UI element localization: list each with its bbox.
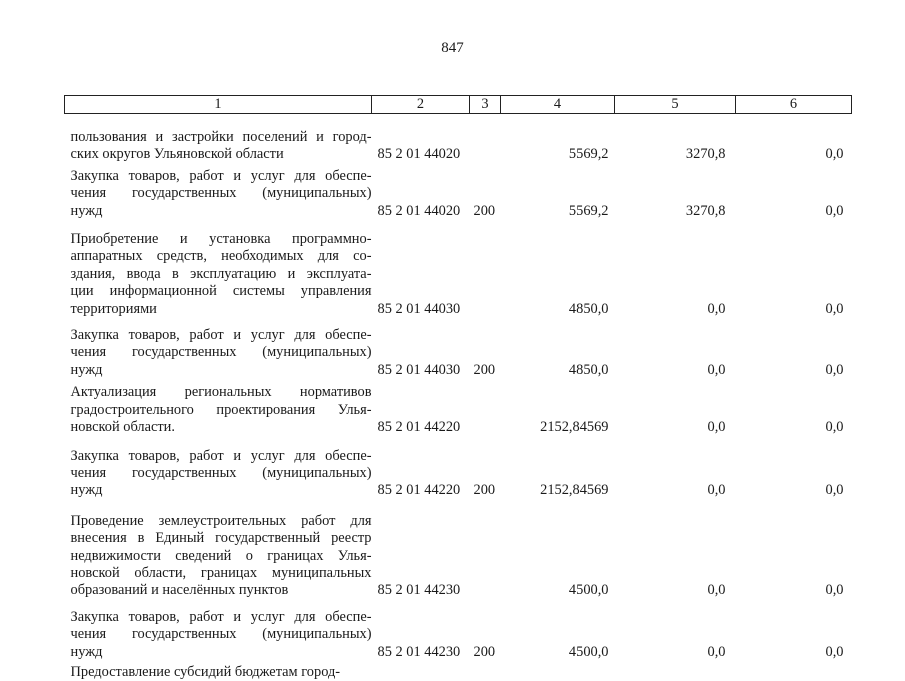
- row-type: [470, 114, 501, 164]
- row-value-6: 0,0: [736, 220, 852, 318]
- row-value-4: 5569,2: [501, 114, 615, 164]
- row-value-4: 4500,0: [501, 500, 615, 600]
- row-type: 200: [470, 600, 501, 661]
- row-value-5: 0,0: [615, 437, 736, 500]
- row-description: [65, 220, 372, 318]
- description-line: чения государственных (муниципальных): [71, 465, 372, 482]
- row-value-6: 0,0: [736, 114, 852, 164]
- row-description: [65, 114, 372, 164]
- table-row: [65, 437, 852, 500]
- row-value-6: 0,0: [736, 500, 852, 600]
- description-line: новской области.: [71, 419, 372, 436]
- description-line: нужд: [71, 644, 372, 661]
- row-description: [65, 600, 372, 661]
- header-col-3: 3: [470, 96, 501, 114]
- row-value-5: 0,0: [615, 600, 736, 661]
- row-type: [470, 661, 501, 681]
- budget-table: [64, 95, 852, 681]
- row-description: [65, 318, 372, 379]
- row-code: 85 2 01 44230: [372, 500, 470, 600]
- description-line: нужд: [71, 482, 372, 499]
- row-value-4: [501, 661, 615, 681]
- row-code: 85 2 01 44230: [372, 600, 470, 661]
- row-type: 200: [470, 437, 501, 500]
- header-col-2: 2: [372, 96, 470, 114]
- table-row: [65, 318, 852, 379]
- description-line: ских округов Ульяновской области: [71, 146, 372, 163]
- description-line: пользования и застройки поселений и город-: [71, 129, 372, 146]
- row-description: [65, 661, 372, 681]
- row-type: 200: [470, 164, 501, 220]
- description-line: Закупка товаров, работ и услуг для обеспе-: [71, 609, 372, 626]
- header-col-5: 5: [615, 96, 736, 114]
- description-line: внесения в Единый государственный реестр: [71, 530, 372, 547]
- row-value-4: 2152,84569: [501, 437, 615, 500]
- row-value-4: 4850,0: [501, 318, 615, 379]
- page-number: 847: [0, 40, 905, 57]
- row-value-5: 0,0: [615, 318, 736, 379]
- table-row: [65, 600, 852, 661]
- row-value-6: 0,0: [736, 379, 852, 436]
- header-col-6: 6: [736, 96, 852, 114]
- row-value-4: 4500,0: [501, 600, 615, 661]
- table-row: [65, 661, 852, 681]
- row-description: [65, 437, 372, 500]
- description-line: недвижимости сведений о границах Улья-: [71, 548, 372, 565]
- description-line: территориями: [71, 301, 372, 318]
- description-line: образований и населённых пунктов: [71, 582, 372, 599]
- description-line: градостроительного проектирования Улья-: [71, 402, 372, 419]
- description-line: чения государственных (муниципальных): [71, 185, 372, 202]
- table-row: [65, 500, 852, 600]
- description-line: Предоставление субсидий бюджетам город-: [71, 664, 372, 681]
- description-line: чения государственных (муниципальных): [71, 626, 372, 643]
- description-line: нужд: [71, 203, 372, 220]
- row-type: 200: [470, 318, 501, 379]
- row-value-5: 0,0: [615, 500, 736, 600]
- row-type: [470, 220, 501, 318]
- row-value-6: 0,0: [736, 164, 852, 220]
- row-value-5: [615, 661, 736, 681]
- description-line: Закупка товаров, работ и услуг для обеспе-: [71, 327, 372, 344]
- row-value-4: 5569,2: [501, 164, 615, 220]
- description-line: Проведение землеустроительных работ для: [71, 513, 372, 530]
- row-value-6: 0,0: [736, 600, 852, 661]
- row-description: [65, 500, 372, 600]
- table-body: [65, 114, 852, 681]
- row-code: 85 2 01 44030: [372, 318, 470, 379]
- description-line: нужд: [71, 362, 372, 379]
- row-value-6: [736, 661, 852, 681]
- row-code: 85 2 01 44030: [372, 220, 470, 318]
- row-value-6: 0,0: [736, 437, 852, 500]
- header-row: [65, 96, 852, 114]
- header-col-4: 4: [501, 96, 615, 114]
- row-type: [470, 379, 501, 436]
- table-row: [65, 164, 852, 220]
- row-description: [65, 379, 372, 436]
- table-row: [65, 220, 852, 318]
- row-code: 85 2 01 44020: [372, 164, 470, 220]
- row-code: 85 2 01 44220: [372, 379, 470, 436]
- table-row: [65, 379, 852, 436]
- row-value-5: 3270,8: [615, 114, 736, 164]
- row-value-4: 4850,0: [501, 220, 615, 318]
- row-value-5: 0,0: [615, 379, 736, 436]
- header-col-1: 1: [65, 96, 372, 114]
- row-type: [470, 500, 501, 600]
- description-line: здания, ввода в эксплуатацию и эксплуата-: [71, 266, 372, 283]
- description-line: Актуализация региональных нормативов: [71, 384, 372, 401]
- row-code: 85 2 01 44020: [372, 114, 470, 164]
- description-line: Закупка товаров, работ и услуг для обеспе-: [71, 448, 372, 465]
- row-description: [65, 164, 372, 220]
- description-line: ции информационной системы управления: [71, 283, 372, 300]
- row-value-4: 2152,84569: [501, 379, 615, 436]
- description-line: Приобретение и установка программно-: [71, 231, 372, 248]
- table-row: [65, 114, 852, 164]
- row-code: 85 2 01 44220: [372, 437, 470, 500]
- description-line: Закупка товаров, работ и услуг для обеспе-: [71, 168, 372, 185]
- description-line: новской области, границах муниципальных: [71, 565, 372, 582]
- row-value-5: 0,0: [615, 220, 736, 318]
- row-value-5: 3270,8: [615, 164, 736, 220]
- description-line: чения государственных (муниципальных): [71, 344, 372, 361]
- description-line: аппаратных средств, необходимых для со-: [71, 248, 372, 265]
- row-code: [372, 661, 470, 681]
- row-value-6: 0,0: [736, 318, 852, 379]
